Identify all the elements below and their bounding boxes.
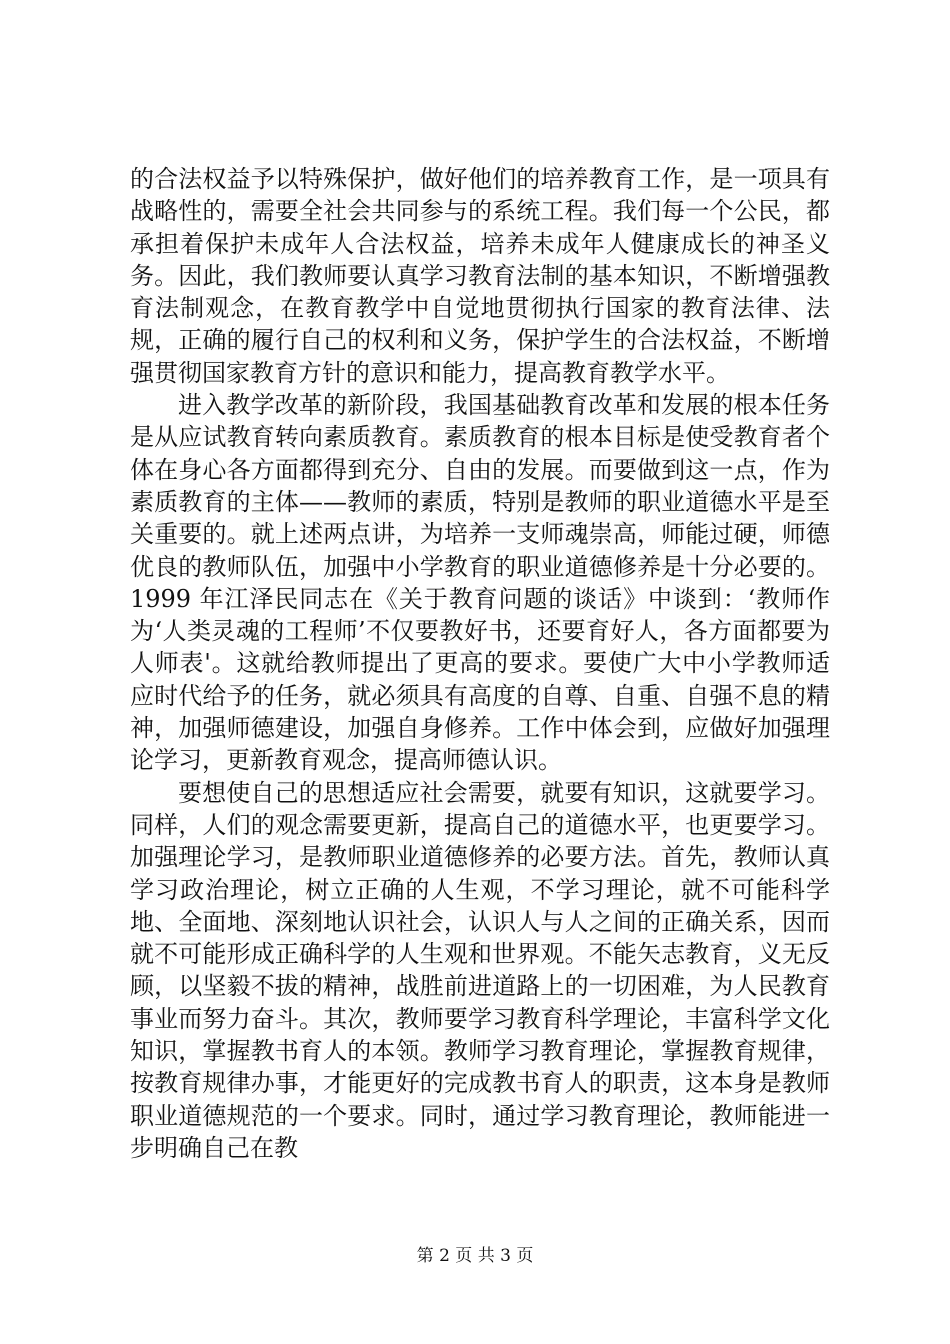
- body-text: [130, 163, 830, 1164]
- paragraph-2: 进入教学改革的新阶段，我国基础教育改革和发展的根本任务是从应试教育转向素质教育。素质教育的根本目标是使受教育者个体在身心各方面都得到充分、自由的发展。而要做到这一点，作为素质教育的主体——教师的素质，特别是教师的职业道德水平是至关重要的。就上述两点讲，为培养一支师魂崇高，师能过硬，师德优良的教师队伍，加强中小学教育的职业道德修养是十分必要的。1999 年江泽民同志在《关于教育问题的谈话》中谈到：‘教师作为‘人类灵魂的工程师’不仅要教好书，还要育好人，各方面都要为人师表'。这就给教师提出了更高的要求。要使广大中小学教师适应时代给予的任务，就必须具有高度的自尊、自重、自强不息的精神，加强师德建设，加强自身修养。工作中体会到，应做好加强理论学习，更新教育观念，提高师德认识。: [130, 391, 830, 775]
- paragraph-1: 的合法权益予以特殊保护，做好他们的培养教育工作，是一项具有战略性的，需要全社会共同参与的系统工程。我们每一个公民，都承担着保护未成年人合法权益，培养未成年人健康成长的神圣义务。因此，我们教师要认真学习教育法制的基本知识，不断增强教育法制观念，在教育教学中自觉地贯彻执行国家的教育法律、法规，正确的履行自己的权利和义务，保护学生的合法权益，不断增强贯彻国家教育方针的意识和能力，提高教育教学水平。: [130, 165, 830, 387]
- page-number-footer: 第 2 页 共 3 页: [416, 1246, 534, 1266]
- paragraph-3: 要想使自己的思想适应社会需要，就要有知识，这就要学习。同样，人们的观念需要更新，提高自己的道德水平，也更要学习。加强理论学习，是教师职业道德修养的必要方法。首先，教师认真学习政治理论，树立正确的人生观，不学习理论，就不可能科学地、全面地、深刻地认识社会，认识人与人之间的正确关系，因而就不可能形成正确科学的人生观和世界观。不能矢志教育，义无反顾，以坚毅不拔的精神，战胜前进道路上的一切困难，为人民教育事业而努力奋斗。其次，教师要学习教育科学理论，丰富科学文化知识，掌握教书育人的本领。教师学习教育理论，掌握教育规律，按教育规律办事，才能更好的完成教书育人的职责，这本身是教师职业道德规范的一个要求。同时，通过学习教育理论，教师能进一步明确自己在教: [130, 778, 830, 1162]
